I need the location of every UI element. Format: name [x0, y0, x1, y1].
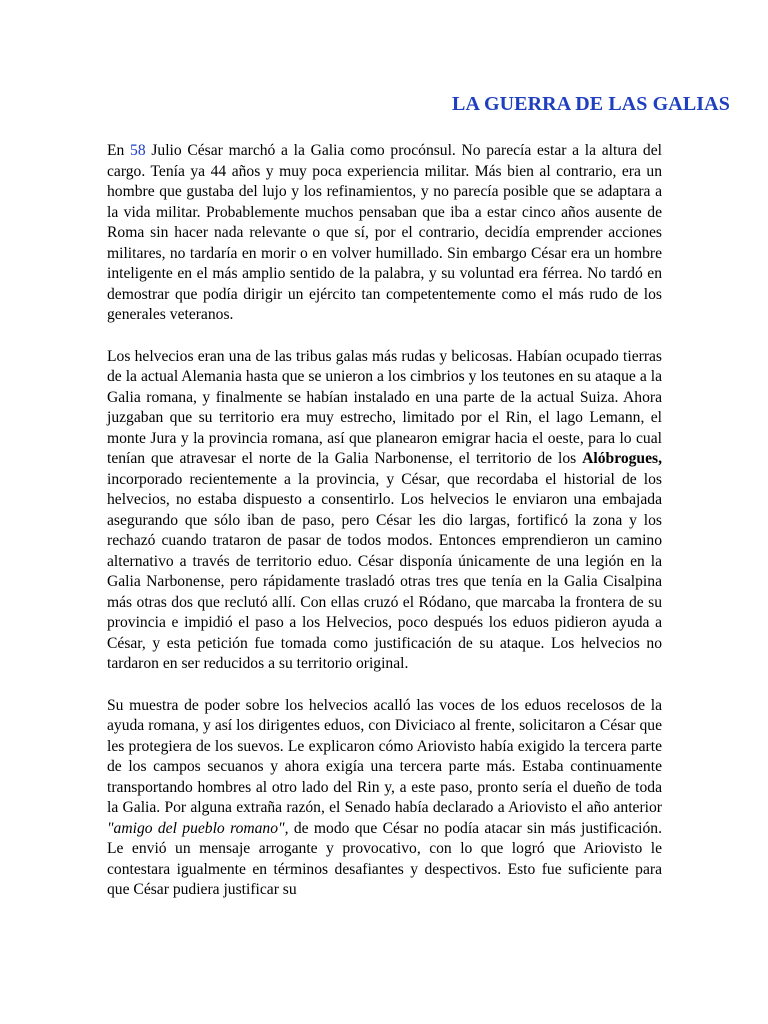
bold-term: Alóbrogues,: [582, 450, 662, 467]
paragraph-text: Julio César marchó a la Galia como procónsul. No parecía estar a la altura del cargo. Tenía ya 44 años y muy poca experiencia militar. Más bien al contrario, era un hombre que gustaba del lujo y los refinamientos, y no parecía posible que se adaptara a la vida militar. Probablemente muchos pensaban que iba a estar cinco años ausente de Roma sin hacer nada relevante o que sí, por el contrario, decidía emprender acciones militares, no tardaría en morir o en volver humillado. Sin embargo César era un hombre inteligente en el más amplio sentido de la palabra, y su voluntad era férrea. No tardó en demostrar que podía dirigir un ejército tan competentemente como el más rudo de los generales veteranos.: [107, 142, 662, 323]
page-title: LA GUERRA DE LAS GALIAS: [452, 93, 730, 115]
paragraph-1: [107, 141, 662, 326]
paragraph-text: de modo que César no podía atacar sin más justificación. Le envió un mensaje arrogante y provocativo, con lo que logró que Ariovisto le contestara igualmente en términos desafiantes y despectivos. Esto fue suficiente para que César pudiera justificar su: [107, 819, 662, 898]
paragraph-text: Su muestra de poder sobre los helvecios acalló las voces de los eduos recelosos de la ayuda romana, y así los dirigentes eduos, con Diviciaco al frente, solicitaron a César que les protegiera de los suevos. Le explicaron cómo Ariovisto había exigido la tercera parte de los campos secuanos y ahora exigía una tercera parte más. Estaba continuamente transportando hombres al otro lado del Rin y, a este paso, pronto sería el dueño de toda la Galia. Por alguna extraña razón, el Senado había declarado a Ariovisto el año anterior: [107, 696, 662, 816]
year-link[interactable]: 58: [130, 142, 146, 159]
paragraph-text: incorporado recientemente a la provincia, y César, que recordaba el historial de los helvecios, no estaba dispuesto a consentirlo. Los helvecios le enviaron una embajada asegurando que sólo iban de paso, pero César les dio largas, fortificó la zona y los rechazó cuando trataron de pasar de todos modos. Entonces emprendieron un camino alternativo a través de territorio eduo. César disponía únicamente de una legión en la Galia Narbonense, pero rápidamente trasladó otras tres que tenía en la Galia Cisalpina más otras dos que reclutó allí. Con ellas cruzó el Ródano, que marcaba la frontera de su provincia e impidió el paso a los Helvecios, poco después los eduos pidieron ayuda a César, y esta petición fue tomada como justificación de su ataque. Los helvecios no tardaron en ser reducidos a su territorio original.: [107, 470, 662, 672]
paragraph-text: Los helvecios eran una de las tribus galas más rudas y belicosas. Habían ocupado tierras de la actual Alemania hasta que se unieron a los cimbrios y los teutones en su ataque a la Galia romana, y finalmente se habían instalado en una parte de la actual Suiza. Ahora juzgaban que su territorio era muy estrecho, limitado por el Rin, el lago Lemann, el monte Jura y la provincia romana, así que planearon emigrar hacia el oeste, para lo cual tenían que atravesar el norte de la Galia Narbonense, el territorio de los: [107, 347, 662, 467]
document-body: [107, 141, 662, 922]
paragraph-2: [107, 347, 662, 675]
paragraph-3: [107, 696, 662, 901]
paragraph-text: En: [107, 142, 131, 159]
italic-quote: "amigo del pueblo romano",: [107, 819, 289, 837]
